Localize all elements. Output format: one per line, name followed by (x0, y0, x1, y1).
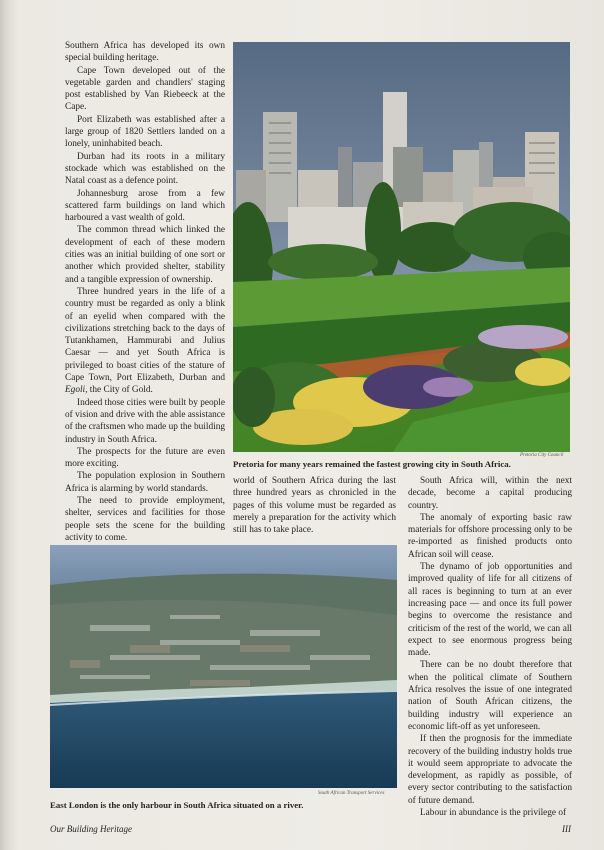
paragraph: South Africa will, within the next decade, become a capital producing country. (408, 476, 572, 511)
paragraph: Johannesburg arose from a few scattered farm buildings on land which harboured a vast wealth of gold. (65, 188, 225, 224)
page-number: III (562, 824, 571, 834)
paragraph: There can be no doubt therefore that when the political climate of Southern Africa resolves the issue of one integrated nation of South African citizens, the building industry will experience an economic lift-off as yet unforeseen. (408, 660, 572, 732)
paragraph: The need to provide employment, shelter, services and facilities for those people sets the scene for the building activity to come. (65, 495, 225, 543)
egoli-term: Egoli (65, 385, 86, 396)
paragraph: The prospects for the future are even more exciting. (65, 446, 225, 470)
running-footer: Our Building Heritage (50, 824, 132, 834)
photo-credit: Pretoria City Council (520, 453, 564, 458)
photo-caption: East London is the only harbour in South Africa situated on a river. (50, 800, 304, 810)
paragraph: Labour in abundance is the privilege of (420, 808, 567, 819)
paragraph: Durban had its roots in a military stockade which was established on the Natal coast as a defence point. (65, 151, 225, 187)
paragraph-text: Three hundred years in the life of a country must be regarded as only a blink of an eyelid when compared with the civilizations stretching back to the days of Tutankhamen, Hammurabi and Julius Caesar — and yet South Africa is privileged to boast cities of the stature of Cape Town, Port Elizabeth, Durban and (65, 286, 225, 384)
photo-caption: Pretoria for many years remained the fastest growing city in South Africa. (233, 459, 511, 469)
photo-credit: South African Transport Services (318, 791, 385, 796)
paragraph: Indeed those cities were built by people of vision and drive with the able assistance of the craftsmen who made up the building industry in South Africa. (65, 397, 225, 445)
paragraph: If then the prognosis for the immediate recovery of the building industry holds true it would seem appropriate to advocate the development, as rapidly as possible, of every sector contributing to the satisfaction of future demand. (408, 734, 572, 806)
paragraph: Port Elizabeth was established after a large group of 1820 Settlers landed on a lonely, uninhabited beach. (65, 114, 225, 150)
paragraph-tail: , the City of Gold. (85, 385, 153, 396)
paragraph: The dynamo of job opportunities and improved quality of life for all citizens of all races is beginning to turn at an ever increasing pace — and once its full power begins to overcome the resistance and criticism of the rest of the world, we can all expect to see enormous progress being made. (408, 562, 572, 659)
pretoria-photo (233, 42, 570, 452)
paragraph: world of Southern Africa during the last three hundred years as chronicled in the pages of this volume must be regarded as merely a preparation for the activity which still has to take place. (233, 476, 396, 536)
east-london-photo (50, 545, 397, 788)
paragraph (65, 286, 225, 397)
paragraph: Southern Africa has developed its own special building heritage. (65, 41, 225, 64)
paragraph: Cape Town developed out of the vegetable garden and chandlers' staging post established by Van Riebeeck at the Cape. (65, 65, 225, 113)
paragraph: The common thread which linked the development of each of these modern cities was an initial building of one sort or another which provided shelter, stability and a tangible expression of ownership. (65, 225, 225, 285)
paragraph: The population explosion in Southern Africa is alarming by world standards. (65, 471, 225, 494)
column-3 (408, 475, 572, 819)
column-2 (233, 475, 396, 536)
paragraph: The anomaly of exporting basic raw materials for offshore processing only to be re-imported as finished products onto African soil will cease. (408, 512, 572, 560)
column-1 (65, 40, 225, 556)
